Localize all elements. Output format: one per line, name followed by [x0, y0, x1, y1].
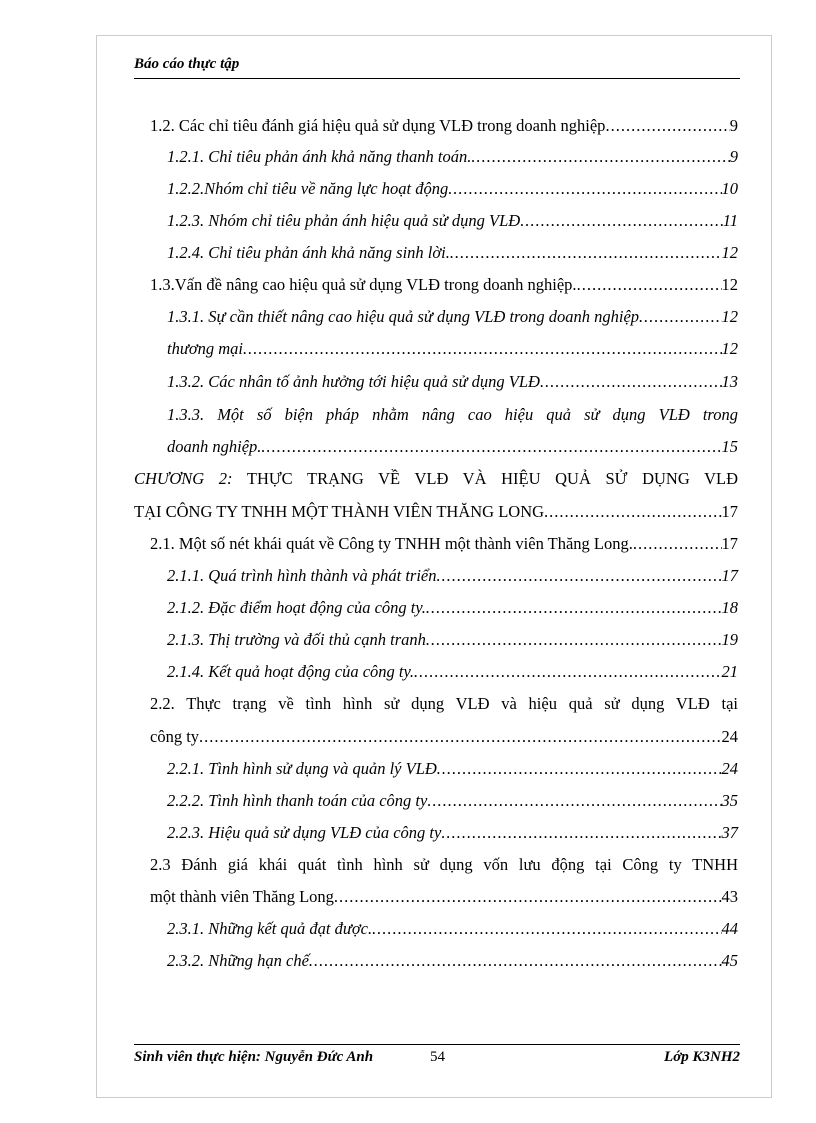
toc-entry-2-2-2[interactable]: 2.2.2. Tình hình thanh toán của công ty ..... 35 — [167, 790, 738, 812]
toc-page-number: 13 — [721, 372, 738, 391]
toc-entry-2-1-3[interactable]: 2.1.3. Thị trường và đối thủ cạnh tranh ..... 19 — [167, 629, 738, 651]
toc-page-number: 24 — [721, 759, 738, 778]
footer-class: Lớp K3NH2 — [664, 1049, 740, 1065]
toc-chapter-2-line1[interactable]: CHƯƠNG 2: THỰC TRẠNG VỀ VLĐ VÀ HIỆU QUẢ SỬ DỤNG VLĐ — [134, 469, 738, 488]
toc-page-number: 12 — [721, 307, 738, 326]
toc-entry-2-1-2[interactable]: 2.1.2. Đặc điểm hoạt động của công ty. ..... 18 — [167, 597, 738, 619]
toc-entry-2-3[interactable]: một thành viên Thăng Long ..... 43 — [150, 886, 738, 908]
chapter-label: CHƯƠNG 2: — [134, 469, 233, 488]
toc-page-number: 17 — [721, 566, 738, 585]
toc-entry-2-2[interactable]: công ty ..... 24 — [150, 726, 738, 748]
toc-page-number: 35 — [721, 791, 738, 810]
toc-entry-2-1-1[interactable]: 2.1.1. Quá trình hình thành và phát triển ..... 17 — [167, 565, 738, 587]
toc-page-number: 24 — [721, 727, 738, 746]
toc-page-number: 11 — [722, 211, 738, 230]
toc-page-number: 43 — [721, 887, 738, 906]
toc-page-number: 15 — [721, 437, 738, 456]
toc-page-number: 18 — [721, 598, 738, 617]
toc-page-number: 19 — [721, 630, 738, 649]
footer-student: Sinh viên thực hiện: Nguyễn Đức Anh — [134, 1049, 374, 1065]
toc-entry-1-2-3[interactable]: 1.2.3. Nhóm chỉ tiêu phản ánh hiệu quả sử dụng VLĐ ..... 11 — [167, 210, 738, 232]
toc-entry-1-2-1[interactable]: 1.2.1. Chỉ tiêu phản ánh khả năng thanh toán. ..... 9 — [167, 146, 738, 168]
toc-page-number: 10 — [721, 179, 738, 198]
toc-page-number: 37 — [721, 823, 738, 842]
toc-page-number: 12 — [721, 339, 738, 358]
toc-entry-2-1[interactable]: 2.1. Một số nét khái quát về Công ty TNHH một thành viên Thăng Long. ..... 17 — [150, 533, 738, 555]
toc-entry-2-2-line1[interactable]: 2.2. Thực trạng về tình hình sử dụng VLĐ và hiệu quả sử dụng VLĐ tại — [150, 694, 738, 713]
toc-page-number: 17 — [721, 502, 738, 521]
toc-entry-2-3-2[interactable]: 2.3.2. Những hạn chế ..... 45 — [167, 950, 738, 972]
toc-entry-1-3-3[interactable]: doanh nghiệp. ..... 15 — [167, 436, 738, 458]
toc-page-number: 12 — [721, 243, 738, 262]
toc-chapter-2[interactable]: TẠI CÔNG TY TNHH MỘT THÀNH VIÊN THĂNG LONG ..... 17 — [134, 501, 738, 523]
toc-page-number: 17 — [721, 534, 738, 553]
footer-page-number: 54 — [430, 1049, 445, 1065]
toc-page-number: 21 — [721, 662, 738, 681]
toc-entry-2-3-1[interactable]: 2.3.1. Những kết quả đạt được. ..... 44 — [167, 918, 738, 940]
toc-entry-1-3-3-line1[interactable]: 1.3.3. Một số biện pháp nhằm nâng cao hiệu quả sử dụng VLĐ trong — [167, 405, 738, 424]
toc-page-number: 9 — [729, 147, 738, 166]
toc-entry-2-2-1[interactable]: 2.2.1. Tình hình sử dụng và quản lý VLĐ ..... 24 — [167, 758, 738, 780]
toc-entry-1-2-4[interactable]: 1.2.4. Chỉ tiêu phản ánh khả năng sinh lời. ..... 12 — [167, 242, 738, 264]
toc-entry-1-2-2[interactable]: 1.2.2.Nhóm chỉ tiêu về năng lực hoạt động ..... 10 — [167, 178, 738, 200]
toc-entry-2-2-3[interactable]: 2.2.3. Hiệu quả sử dụng VLĐ của công ty ..... 37 — [167, 822, 738, 844]
header-divider — [134, 78, 740, 79]
toc-page-number: 12 — [721, 275, 738, 294]
page-header-title: Báo cáo thực tập — [134, 56, 240, 72]
toc-entry-1-3-1-cont[interactable]: thương mại ..... 12 — [167, 338, 738, 360]
toc-page-number: 44 — [721, 919, 738, 938]
toc-page-number: 9 — [729, 116, 738, 135]
footer-divider — [134, 1044, 740, 1045]
toc-page-number: 45 — [721, 951, 738, 970]
toc-entry-1-3-2[interactable]: 1.3.2. Các nhân tố ảnh hưởng tới hiệu quả sử dụng VLĐ ..... 13 — [167, 371, 738, 393]
toc-entry-1-3[interactable]: 1.3.Vấn đề nâng cao hiệu quả sử dụng VLĐ trong doanh nghiệp. ..... 12 — [150, 274, 738, 296]
toc-entry-1-2[interactable]: 1.2. Các chỉ tiêu đánh giá hiệu quả sử dụng VLĐ trong doanh nghiệp ..... 9 — [150, 115, 738, 137]
toc-entry-1-3-1[interactable]: 1.3.1. Sự cần thiết nâng cao hiệu quả sử dụng VLĐ trong doanh nghiệp ..... 12 — [167, 306, 738, 328]
toc-entry-2-3-line1[interactable]: 2.3 Đánh giá khái quát tình hình sử dụng vốn lưu động tại Công ty TNHH — [150, 855, 738, 874]
toc-entry-2-1-4[interactable]: 2.1.4. Kết quả hoạt động của công ty. ..... 21 — [167, 661, 738, 683]
